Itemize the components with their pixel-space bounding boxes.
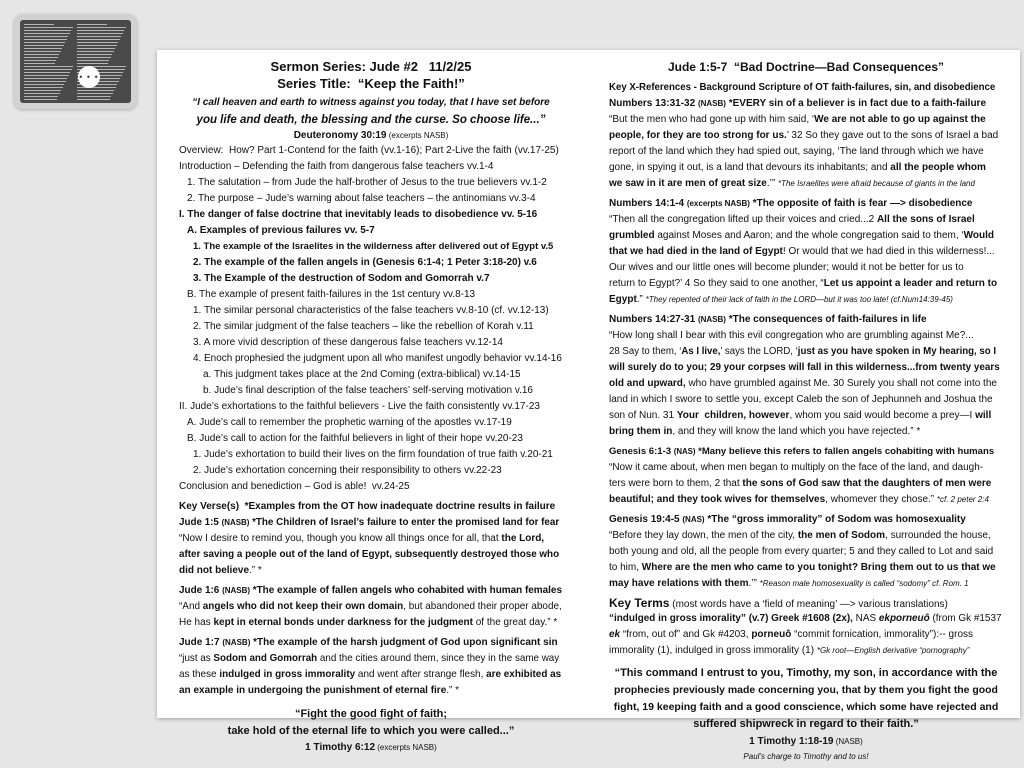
left-text-line <box>179 463 563 479</box>
right-text-line <box>609 424 1003 440</box>
text-run: He has <box>179 617 214 628</box>
text-run: Paul’s charge to Timothy and to us! <box>743 752 869 761</box>
thumbnail-text-line <box>24 99 57 100</box>
text-run: *EVERY sin of a believer is in fact due to a faith-failure <box>725 98 987 109</box>
thumbnail-left-column <box>24 24 74 102</box>
text-run: beautiful; and they took wives for themselves <box>609 494 826 505</box>
thumbnail-text-line <box>24 66 73 67</box>
right-text-line <box>609 96 1003 112</box>
thumbnail-text-line <box>77 36 121 37</box>
text-run: All the sons of Israel <box>876 214 975 225</box>
text-run: Your children, however <box>676 410 790 421</box>
document-page <box>157 50 1020 761</box>
thumbnail-text-line <box>24 54 59 55</box>
thumbnail-text-line <box>24 45 64 46</box>
right-text-line <box>609 528 1003 544</box>
left-text-line <box>179 531 563 547</box>
left-text-line <box>179 239 563 255</box>
text-run: 2. The purpose – Jude’s warning about false teachers – the antinomians vv.3-4 <box>187 193 536 204</box>
text-run: Series Title: “Keep the Faith!” <box>277 76 465 91</box>
left-text-line <box>179 367 563 383</box>
left-text-line <box>179 351 563 367</box>
text-run: ’ 32 So they gave out to the sons of Israel a bad <box>786 130 999 141</box>
thumbnail-text-line <box>24 33 70 34</box>
text-run: 2. The similar judgment of the false teachers – like the rebellion of Korah v.11 <box>193 321 534 332</box>
text-run: II. Jude’s exhortations to the faithful believers - Live the faith consistently vv.17-23 <box>179 401 540 412</box>
text-run: *Gk root—English derivative “pornography” <box>816 646 970 655</box>
left-text-line <box>179 303 563 319</box>
text-run: We are not able to go up against the <box>814 114 986 125</box>
thumbnail-text-line <box>77 99 110 100</box>
left-text-line <box>179 635 563 651</box>
thumbnail-text-line <box>77 39 120 40</box>
text-run: “Fight the good fight of faith; <box>294 708 448 720</box>
text-run: Where are the men who came to you tonight? Bring them out to us that we <box>641 562 996 573</box>
text-run: who have grumbled against Me. 30 Surely you shall not come into the <box>685 378 997 389</box>
thumbnail-text-line <box>77 54 112 55</box>
text-run: 1. The example of the Israelites in the wilderness after delivered out of Egypt v.5 <box>193 241 554 252</box>
text-run: B. The example of present faith-failures in the 1st century vv.8-13 <box>187 289 476 300</box>
text-run: fight, 19 keeping faith and a good conscience, which some have rejected and <box>613 701 999 713</box>
thumbnail-text-line <box>24 63 55 64</box>
right-text-line <box>609 376 1003 392</box>
left-text-line <box>179 76 563 92</box>
text-run: of the great day.” * <box>472 617 558 628</box>
text-run: Jude 1:6 <box>179 585 223 596</box>
thumbnail-text-line <box>24 51 61 52</box>
text-run: “Before they lay down, the men of the city, <box>609 530 798 541</box>
text-run: a. This judgment takes place at the 2nd Coming (extra-biblical) vv.14-15 <box>203 369 521 380</box>
text-run: “commit fornication, immorality”):-- gross <box>791 629 974 640</box>
left-text-line <box>179 319 563 335</box>
text-run: ’ says the LORD, ‘ <box>720 346 798 357</box>
thumbnail-text-line <box>24 39 67 40</box>
text-run: Numbers 13:31-32 <box>609 98 698 109</box>
text-run: angels who did not keep their own domain <box>202 601 404 612</box>
text-run: to him, <box>609 562 642 573</box>
thumbnail-preview <box>20 20 131 103</box>
right-text-line <box>609 716 1003 732</box>
left-text-line <box>179 335 563 351</box>
text-run: immorality (1), indulged in gross immorality (1) <box>609 645 817 656</box>
text-run: “Now it came about, when men began to multiply on the face of the land, and daugh- <box>609 462 984 473</box>
text-run: Numbers 14:1-4 <box>609 198 687 209</box>
left-text-line <box>179 383 563 399</box>
text-run: 1. The salutation – from Jude the half-brother of Jesus to the true believers vv.1-2 <box>187 177 547 188</box>
left-text-line <box>179 706 563 722</box>
text-run: gone, in spying it out, is a land that devours its inhabitants; and <box>609 162 891 173</box>
text-run: Jude 1:5 <box>179 517 222 528</box>
text-run: old and upward, <box>609 378 686 389</box>
left-text-line <box>179 479 563 495</box>
text-run: ekporneuô <box>878 613 930 624</box>
left-text-line <box>179 723 563 739</box>
thumbnail-text-line <box>77 87 116 88</box>
text-run: the sons of God saw that the daughters of men were <box>742 478 992 489</box>
right-text-line <box>609 460 1003 476</box>
text-run: (excerpts NASB) <box>386 131 449 140</box>
text-run: .’” <box>766 178 778 189</box>
left-text-line <box>179 112 563 128</box>
right-text-line <box>609 682 1003 699</box>
right-text-line <box>609 292 1003 308</box>
text-run: grumbled <box>609 230 655 241</box>
right-text-line <box>609 128 1003 144</box>
text-run: (NASB) <box>221 518 250 527</box>
text-run: Jude 1:7 <box>179 637 223 648</box>
thumbnail-text-line <box>24 30 71 31</box>
text-run: Overview: How? Part 1-Contend for the faith (vv.1-16); Part 2-Live the faith (vv.17-25) <box>179 145 559 156</box>
right-text-line <box>609 80 1003 96</box>
text-run: 1 Timothy 6:12 <box>305 742 376 753</box>
text-run: as these <box>179 669 220 680</box>
thumbnail-text-line <box>24 36 68 37</box>
right-text-line <box>609 611 1003 627</box>
right-text-line <box>609 560 1003 576</box>
left-text-line <box>179 287 563 303</box>
left-text-line <box>179 191 563 207</box>
text-run: “indulged in gross imorality” (v.7) Greek #1608 (2x), <box>609 613 853 624</box>
text-run: Would <box>963 230 995 241</box>
text-run: porneuô <box>751 629 792 640</box>
text-run: and went after strange flesh, <box>355 669 487 680</box>
text-run: (most words have a ‘field of meaning’ —> various translations) <box>669 599 948 610</box>
text-run: Genesis 6:1-3 <box>609 446 674 457</box>
text-run: Deuteronomy 30:19 <box>293 130 387 141</box>
thumbnail-right-column <box>77 24 127 102</box>
text-run: report of the land which they had spied out, saying, ‘The land through which we have <box>609 146 984 157</box>
right-text-line <box>609 643 1003 659</box>
right-text-line <box>609 228 1003 244</box>
right-text-line <box>609 244 1003 260</box>
right-text-line <box>609 408 1003 424</box>
left-text-line <box>179 415 563 431</box>
right-text-line <box>609 328 1003 344</box>
left-text-line <box>179 583 563 599</box>
text-run: are exhibited as <box>486 669 562 680</box>
text-run: Conclusion and benediction – God is able! vv.24-25 <box>179 481 410 492</box>
text-run: suffered shipwreck in regard to their faith.” <box>693 718 919 730</box>
text-run: did not believe <box>179 565 250 576</box>
text-run: 3. The Example of the destruction of Sodom and Gomorrah v.7 <box>193 273 490 284</box>
text-run: and the cities around them, since they in the same way <box>317 653 560 664</box>
text-run: *Reason male homosexuality is called “sodomy” cf. Rom. 1 <box>759 579 969 588</box>
thumbnail-text-line <box>77 60 109 61</box>
text-run: son of Nun. 31 <box>609 410 677 421</box>
text-run: Introduction – Defending the faith from dangerous false teachers vv.1-4 <box>179 161 494 172</box>
text-run: 28 Say to them, ‘ <box>609 346 682 357</box>
thumbnail-text-line <box>77 45 117 46</box>
right-text-line <box>609 260 1003 276</box>
left-text-line <box>179 207 563 223</box>
text-run: 3. A more vivid description of these dangerous false teachers vv.12-14 <box>193 337 503 348</box>
text-run: may have relations with them <box>609 578 749 589</box>
text-run: b. Jude’s final description of the false teachers’ self-serving motivation v.16 <box>203 385 533 396</box>
text-run: Genesis 19:4-5 <box>609 514 683 525</box>
text-run: .” * <box>249 565 262 576</box>
right-text-line <box>609 444 1003 460</box>
right-text-line <box>609 212 1003 228</box>
text-run: (NAS) <box>673 447 696 456</box>
text-run: *The example of fallen angels who cohabited with human females <box>249 585 562 596</box>
text-run: *They repented of their lack of faith in the LORD—but it was too late! (cf.Num14:39-45) <box>645 295 953 304</box>
left-text-line <box>179 615 563 631</box>
text-run: 1. The similar personal characteristics of the false teachers vv.8-10 (cf. vv.12-13) <box>193 305 549 316</box>
right-text-line <box>609 392 1003 408</box>
left-text-line <box>179 159 563 175</box>
right-text-line <box>609 344 1003 360</box>
text-run: Key X-References - Background Scripture of OT faith-failures, sin, and disobedience <box>609 82 996 93</box>
left-text-line <box>179 143 563 159</box>
text-run: .” <box>636 294 646 305</box>
right-text-line <box>609 276 1003 292</box>
text-run: an example in undergoing the punishment of eternal fire <box>179 685 447 696</box>
thumbnail-text-line <box>24 84 64 85</box>
left-text-line <box>179 447 563 463</box>
text-run: , surrounded the house, <box>885 530 991 541</box>
left-text-line <box>179 547 563 563</box>
text-run: the men of Sodom <box>797 530 886 541</box>
text-run: “Now I desire to remind you, though you know all things once for all, that <box>179 533 502 544</box>
left-text-line <box>179 128 563 144</box>
left-text-line <box>179 223 563 239</box>
text-run: we saw in it are men of great size <box>609 178 767 189</box>
text-run: (NASB) <box>697 99 726 108</box>
right-text-line <box>609 576 1003 592</box>
thumbnail-text-line <box>77 30 124 31</box>
thumbnail-text-line <box>77 48 115 49</box>
thumbnail-text-line <box>24 69 72 70</box>
text-run: 2. Jude’s exhortation concerning their responsibility to others vv.22-23 <box>193 465 502 476</box>
thumbnail-text-line <box>24 78 67 79</box>
left-text-line <box>179 683 563 699</box>
text-run: Key Terms <box>609 596 670 610</box>
text-run: , whomever they chose.” <box>825 494 937 505</box>
left-text-line <box>179 740 563 756</box>
right-text-line <box>609 144 1003 160</box>
right-text-line <box>609 160 1003 176</box>
thumbnail-text-line <box>24 42 65 43</box>
text-run: kept in eternal bonds under darkness for the judgment <box>213 617 473 628</box>
thumbnail-text-line <box>24 57 58 58</box>
text-run: *The consequences of faith-failures in life <box>725 314 927 325</box>
text-run: people, for they are too strong for us. <box>609 130 787 141</box>
text-run: *The “gross immorality” of Sodom was homosexuality <box>704 514 966 525</box>
text-run: both young and old, all the people from every quarter; 5 and they called to Lot and said <box>609 546 994 557</box>
thumbnail-text-line <box>77 96 111 97</box>
right-text-line <box>609 734 1003 750</box>
text-run: As I live, <box>681 346 721 357</box>
right-text-line <box>609 749 1003 765</box>
text-run: NAS <box>852 613 879 624</box>
text-run: “just as <box>179 653 214 664</box>
text-run: A. Examples of previous failures vv. 5-7 <box>187 225 375 236</box>
text-run: that we had died in the land of Egypt <box>609 246 783 257</box>
left-text-line <box>179 651 563 667</box>
thumbnail-text-line <box>77 42 118 43</box>
thumbnail-text-line <box>77 51 114 52</box>
text-run: “But the men who had gone up with him said, ‘ <box>609 114 815 125</box>
right-text-line <box>609 360 1003 376</box>
right-text-line <box>609 196 1003 212</box>
text-run: 2. The example of the fallen angels in (Genesis 6:1-4; 1 Peter 3:18-20) v.6 <box>193 257 537 268</box>
text-run: B. Jude’s call to action for the faithful believers in light of their hope vv.20-23 <box>187 433 523 444</box>
thumbnail-text-line <box>24 72 70 73</box>
text-run: *cf. 2 peter 2:4 <box>936 495 989 504</box>
text-run: ek <box>609 629 621 640</box>
text-run: “I call heaven and earth to witness against you today, that I have set before <box>192 97 550 108</box>
text-run: “And <box>179 601 203 612</box>
thumbnail-text-line <box>24 48 62 49</box>
text-run: Our wives and our little ones will become plunder; would it not be better for us to <box>609 262 964 273</box>
left-text-line <box>179 94 563 111</box>
right-text-line <box>609 492 1003 508</box>
right-text-line <box>609 512 1003 528</box>
thumbnail-text-line <box>24 60 56 61</box>
text-run: “from, out of” and Gk #4203, <box>620 629 752 640</box>
text-run: you life and death, the blessing and the curse. So choose life...” <box>196 114 546 126</box>
text-run: “Then all the congregation lifted up their voices and cried...2 <box>609 214 877 225</box>
left-text-line <box>179 431 563 447</box>
text-run: just as you have spoken in My hearing, so I <box>797 346 997 357</box>
right-text-line <box>609 627 1003 643</box>
text-run: 4. Enoch prophesied the judgment upon all who manifest ungodly behavior vv.14-16 <box>193 353 562 364</box>
more-dots-icon[interactable]: • • • <box>78 66 100 88</box>
text-run: , but abandoned their proper abode, <box>403 601 562 612</box>
text-run: “How long shall I bear with this evil congregation who are grumbling against Me?... <box>609 330 974 341</box>
text-run: ! Or would that we had died in this wilderness!... <box>782 246 995 257</box>
text-run: Egypt <box>609 294 637 305</box>
thumbnail-text-line <box>77 24 107 25</box>
left-text-line <box>179 175 563 191</box>
text-run: *Many believe this refers to fallen angels cohabiting with humans <box>695 446 995 457</box>
thumbnail-text-line <box>77 57 111 58</box>
thumbnail-text-line <box>24 87 63 88</box>
text-run: (excerpts NASB) <box>375 743 437 752</box>
text-run: *The example of the harsh judgment of God upon significant sin <box>250 637 558 648</box>
left-text-line <box>179 599 563 615</box>
text-run: 1 Timothy 1:18-19 <box>749 736 834 747</box>
text-run: , and they will know the land which you have rejected.” * <box>672 426 921 437</box>
text-run: indulged in gross immorality <box>219 669 356 680</box>
text-run: return to Egypt?’ 4 So they said to one another, “ <box>609 278 824 289</box>
text-run: all the people whom <box>890 162 986 173</box>
thumbnail-text-line <box>77 90 114 91</box>
text-run: bring them in <box>609 426 673 437</box>
text-run: prophecies previously made concerning you, that by them you fight the good <box>614 685 998 696</box>
text-run: after saving a people out of the land of Egypt, subsequently destroyed those who <box>179 549 560 560</box>
text-run: A. Jude’s call to remember the prophetic warning of the apostles vv.17-19 <box>187 417 512 428</box>
text-run: (excerpts NASB) <box>686 199 750 208</box>
text-run: will surely do to you; 29 your corpses will fall in this wilderness...from twenty years <box>609 362 1000 373</box>
thumbnail-text-line <box>77 63 108 64</box>
right-text-line <box>609 544 1003 560</box>
text-run: Sermon Series: Jude #2 11/2/25 <box>270 59 472 74</box>
text-run: will <box>975 410 992 421</box>
text-run: (NASB) <box>222 586 250 595</box>
text-run: ters were born to them, 2 that <box>609 478 743 489</box>
left-text-line <box>179 563 563 579</box>
text-run: land in which I swore to settle you, except Caleb the son of Jephunneh and Joshua the <box>609 394 993 405</box>
right-text-line <box>609 176 1003 192</box>
left-text-line <box>179 515 563 531</box>
thumbnail-text-line <box>24 81 66 82</box>
text-run: (from Gk #1537 <box>929 613 1002 624</box>
text-run: , whom you said would become a prey—I <box>789 410 976 421</box>
thumbnail-text-line <box>24 24 54 25</box>
text-run: against Moses and Aaron; and the whole congregation said to them, ‘ <box>654 230 964 241</box>
text-run: Sodom and Gomorrah <box>213 653 318 664</box>
right-text-line <box>609 112 1003 128</box>
right-text-line <box>609 665 1003 681</box>
left-text-line <box>179 255 563 271</box>
left-text-line <box>179 399 563 415</box>
left-text-line <box>179 499 563 515</box>
text-run: Numbers 14:27-31 <box>609 314 698 325</box>
text-run: (NAS) <box>682 515 705 524</box>
text-run: .’” <box>748 578 760 589</box>
text-run: (NASB) <box>222 638 251 647</box>
text-run: *The opposite of faith is fear —> disobedience <box>749 198 973 209</box>
left-text-line <box>179 667 563 683</box>
text-run: *The Israelites were afraid because of giants in the land <box>777 179 975 188</box>
thumbnail-text-line <box>24 90 61 91</box>
text-run: (NASB) <box>697 315 726 324</box>
right-text-line <box>609 312 1003 328</box>
thumbnail-text-line <box>77 27 126 28</box>
text-run: .” * <box>446 685 460 696</box>
left-text-line <box>179 59 563 75</box>
right-text-line <box>609 476 1003 492</box>
thumbnail-text-line <box>77 93 113 94</box>
thumbnail-text-line <box>24 93 60 94</box>
text-run: I. The danger of false doctrine that inevitably leads to disobedience vv. 5-16 <box>179 209 538 220</box>
left-text-line <box>179 271 563 287</box>
right-text-line <box>609 699 1003 715</box>
text-run: Let us appoint a leader and return to <box>823 278 998 289</box>
text-run: *The Children of Israel’s failure to enter the promised land for fear <box>249 517 560 528</box>
thumbnail-text-line <box>24 96 58 97</box>
text-run: “This command I entrust to you, Timothy, my son, in accordance with the <box>614 667 998 679</box>
text-run: (NASB) <box>833 737 863 746</box>
page-thumbnail[interactable] <box>14 14 137 109</box>
text-run: take hold of the eternal life to which you were called...” <box>227 725 515 737</box>
thumbnail-text-line <box>24 27 73 28</box>
right-text-line <box>609 59 1003 75</box>
text-run: Key Verse(s) *Examples from the OT how inadequate doctrine results in failure <box>179 501 556 512</box>
thumbnail-text-line <box>77 33 123 34</box>
text-run: Jude 1:5-7 “Bad Doctrine—Bad Consequences” <box>667 60 945 74</box>
text-run: 1. Jude’s exhortation to build their lives on the firm foundation of true faith v.20-21 <box>193 449 553 460</box>
text-run: the Lord, <box>501 533 545 544</box>
thumbnail-text-line <box>24 75 69 76</box>
